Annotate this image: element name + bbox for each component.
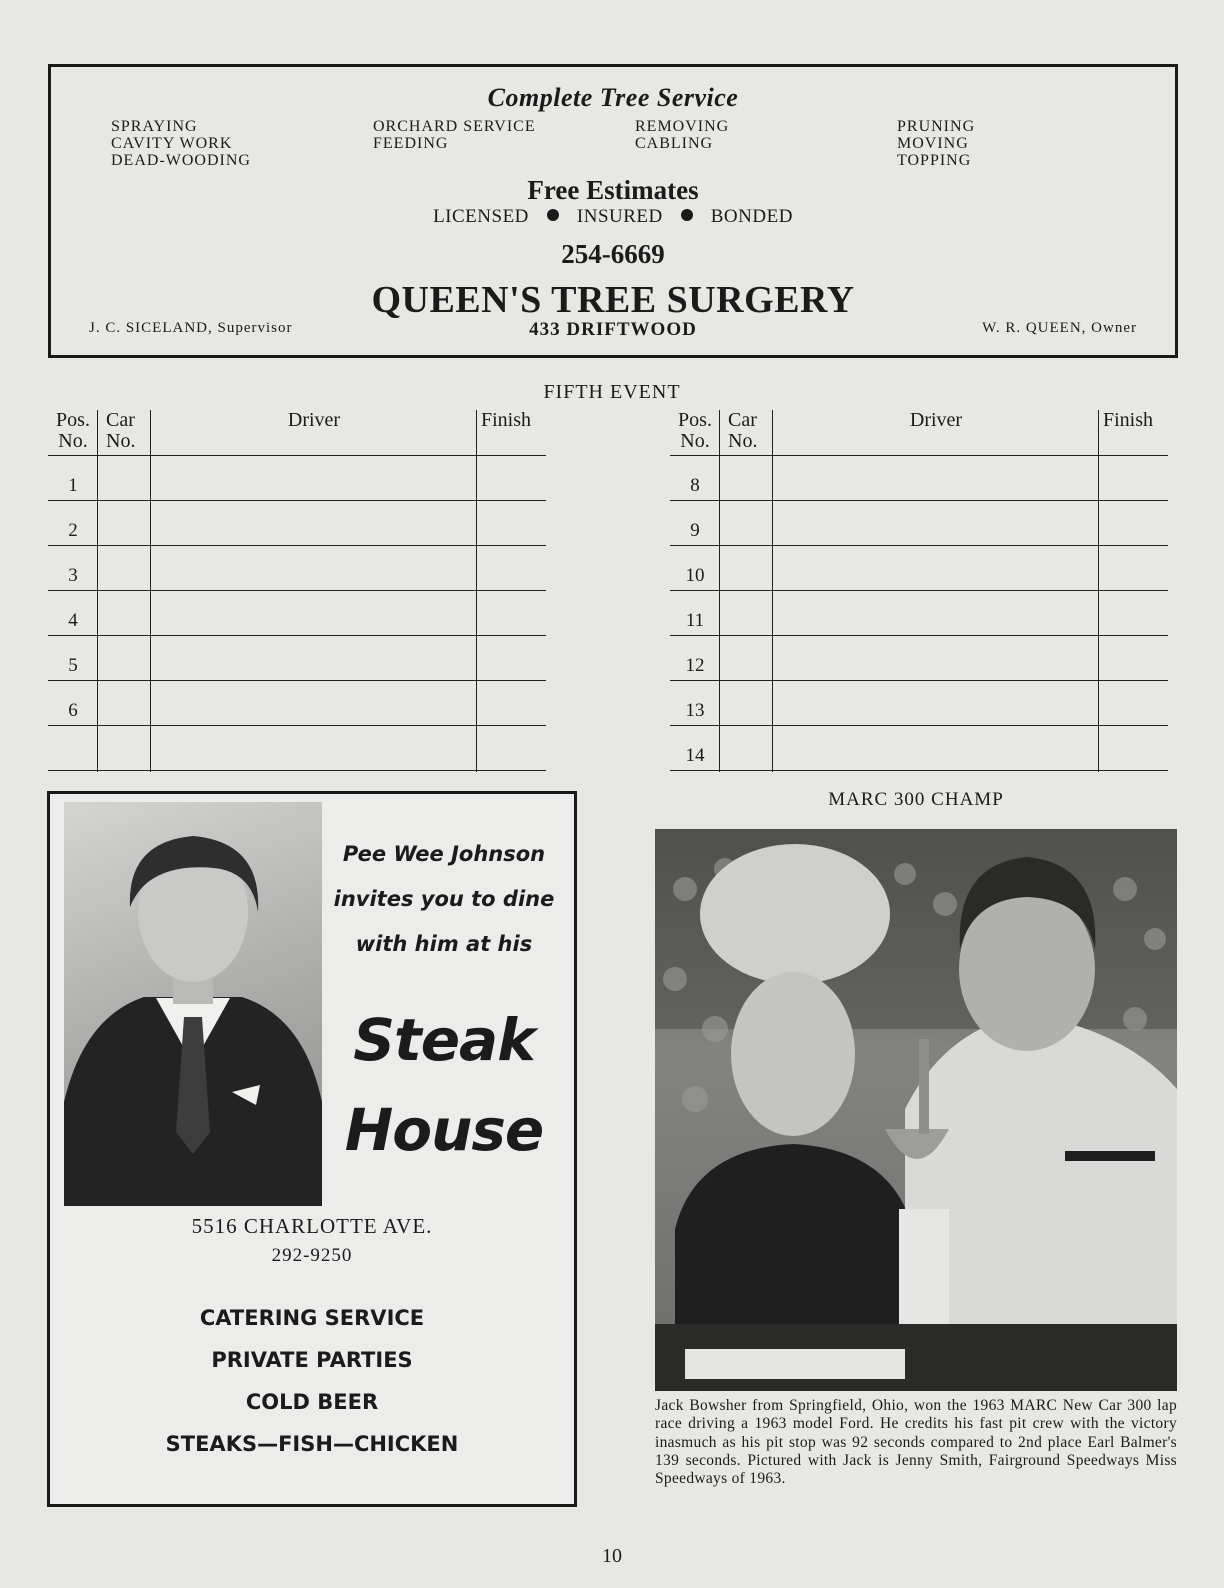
- row-rule: [48, 590, 546, 591]
- service-item: REMOVING: [635, 118, 730, 135]
- row-rule: [670, 590, 1168, 591]
- position-number: 5: [68, 655, 78, 676]
- column-rule: [476, 410, 477, 772]
- supervisor-title: Supervisor: [217, 320, 293, 336]
- row-rule: [670, 455, 1168, 456]
- owner-name: W. R. QUEEN,: [982, 320, 1087, 336]
- row-rule: [48, 635, 546, 636]
- position-number: 2: [68, 520, 78, 541]
- tree-services-column-1: [111, 118, 251, 169]
- row-rule: [670, 635, 1168, 636]
- tree-services-column-2: [373, 118, 536, 152]
- position-number: 11: [685, 610, 705, 631]
- supervisor-credit: [89, 320, 293, 337]
- position-number: 10: [685, 565, 705, 586]
- free-estimates-heading: Free Estimates: [527, 175, 699, 205]
- service-item: FEEDING: [373, 135, 449, 152]
- position-number: 12: [685, 655, 705, 676]
- row-rule: [670, 500, 1168, 501]
- service-item: SPRAYING: [111, 118, 198, 135]
- steak-service-item: STEAKS—FISH—CHICKEN: [165, 1432, 459, 1456]
- row-rule: [48, 545, 546, 546]
- row-rule: [48, 500, 546, 501]
- row-rule: [670, 770, 1168, 771]
- finish-header: Finish: [1103, 409, 1154, 431]
- service-item: ORCHARD SERVICE: [373, 118, 536, 135]
- car-no-header: Car No.: [106, 409, 136, 452]
- champ-photo-image: [655, 829, 1177, 1391]
- tree-services-column-3: [635, 118, 729, 152]
- car-no-header: Car No.: [728, 409, 758, 452]
- tree-company-name: QUEEN'S TREE SURGERY: [371, 279, 855, 321]
- page-number: 10: [602, 1545, 622, 1567]
- row-rule: [48, 725, 546, 726]
- position-number: 4: [68, 610, 78, 631]
- position-number: 14: [685, 745, 705, 766]
- position-number: 3: [68, 565, 78, 586]
- service-item: DEAD-WOODING: [111, 152, 251, 169]
- pos-no-header: Pos. No.: [56, 409, 90, 452]
- steak-house-name-line-1: Steak: [353, 1006, 535, 1074]
- event-title: FIFTH EVENT: [543, 381, 681, 403]
- tree-ad-headline: Complete Tree Service: [487, 83, 739, 112]
- service-item: CABLING: [635, 135, 714, 152]
- champ-photo-caption: Jack Bowsher from Springfield, Ohio, won the 1963 MARC New Car 300 lap race driving a 1963 model Ford. He credits his fast pit crew with the victory inasmuch as his pit stop was 92 seconds compared to 2nd place Earl Balmer's 139 seconds. Pictured with Jack is Jenny Smith, Fairground Speedways Miss Speedways of 1963.: [655, 1397, 1177, 1488]
- credentials-line: [51, 206, 1175, 228]
- portrait-image: [64, 802, 322, 1206]
- owner-title: Owner: [1091, 320, 1137, 336]
- supervisor-name: J. C. SICELAND,: [89, 320, 213, 336]
- tree-address: 433 DRIFTWOOD: [529, 319, 697, 340]
- service-item: TOPPING: [897, 152, 972, 169]
- slogan-line-2: invites you to dine: [333, 887, 555, 911]
- driver-header: Driver: [287, 409, 341, 431]
- row-rule: [670, 680, 1168, 681]
- steak-service-item: CATERING SERVICE: [199, 1306, 425, 1330]
- bullet-icon: [547, 209, 559, 221]
- steak-house-name-line-2: House: [344, 1096, 544, 1164]
- champ-photo: [655, 829, 1177, 1391]
- champ-photo-title: MARC 300 CHAMP: [828, 789, 1004, 810]
- pos-no-header: Pos. No.: [678, 409, 712, 452]
- service-item: CAVITY WORK: [111, 135, 233, 152]
- steak-service-item: COLD BEER: [245, 1390, 379, 1414]
- pee-wee-johnson-portrait: [64, 802, 322, 1206]
- steak-house-ad: [47, 791, 577, 1507]
- entry-table-right: [670, 410, 1168, 782]
- column-rule: [772, 410, 773, 772]
- position-number: 13: [685, 700, 705, 721]
- steak-house-address: 5516 CHARLOTTE AVE.: [191, 1214, 433, 1238]
- position-number: 8: [690, 475, 700, 496]
- row-rule: [670, 545, 1168, 546]
- tree-service-ad: [48, 64, 1178, 358]
- finish-header: Finish: [481, 409, 532, 431]
- row-rule: [48, 680, 546, 681]
- column-rule: [1098, 410, 1099, 772]
- credential-licensed: LICENSED: [433, 206, 529, 227]
- position-number: 6: [68, 700, 78, 721]
- service-item: MOVING: [897, 135, 969, 152]
- driver-header: Driver: [909, 409, 963, 431]
- service-item: PRUNING: [897, 118, 976, 135]
- row-rule: [670, 725, 1168, 726]
- row-rule: [48, 770, 546, 771]
- tree-services-column-4: [897, 118, 975, 169]
- credential-bonded: BONDED: [710, 206, 793, 227]
- position-number: 9: [690, 520, 700, 541]
- tree-phone-number: 254-6669: [561, 239, 665, 269]
- position-number: 1: [68, 475, 78, 496]
- steak-service-item: PRIVATE PARTIES: [211, 1348, 413, 1372]
- entry-table-left: [48, 410, 546, 782]
- slogan-line-3: with him at his: [355, 932, 533, 956]
- bullet-icon: [681, 209, 693, 221]
- credential-insured: INSURED: [576, 206, 663, 227]
- steak-house-phone: 292-9250: [271, 1245, 353, 1266]
- row-rule: [48, 455, 546, 456]
- slogan-line-1: Pee Wee Johnson: [342, 842, 546, 866]
- owner-credit: [982, 320, 1137, 337]
- column-rule: [150, 410, 151, 772]
